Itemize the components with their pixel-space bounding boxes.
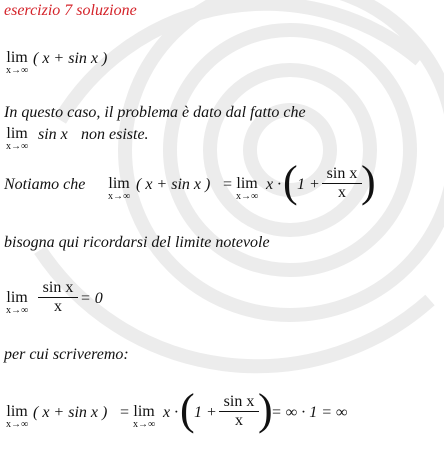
equals-zero: = 0: [80, 290, 103, 307]
limit-2a: lim x→∞: [108, 175, 131, 202]
expression-1: ( x + sin x ): [33, 50, 108, 67]
fraction-2: sin x x: [38, 279, 78, 316]
left-paren-2: (: [180, 385, 195, 434]
right-paren-1: ): [361, 157, 376, 206]
equals-2: =: [119, 404, 130, 421]
one-plus-2: 1 +: [194, 404, 217, 421]
text-scriveremo: per cui scriveremo:: [4, 346, 129, 363]
lim-word: lim: [6, 49, 28, 66]
limit-2b: lim x→∞: [236, 175, 259, 202]
limit-1: [6, 50, 28, 76]
fraction-1: sin x x: [322, 165, 362, 202]
limit-sin: lim x→∞: [6, 125, 29, 152]
text-problem: In questo caso, il problema è dato dal fatto che: [4, 104, 306, 121]
left-paren-1: (: [283, 157, 298, 206]
sin-x-1: sin x: [38, 126, 68, 143]
page-title: esercizio 7 soluzione: [4, 2, 137, 19]
right-paren-2: ): [258, 385, 273, 434]
x-dot-2: x ·: [163, 404, 179, 421]
text-limite-notevole: bisogna qui ricordarsi del limite notevole: [4, 234, 270, 251]
one-plus-1: 1 +: [297, 176, 320, 193]
limit-3: lim x→∞: [6, 289, 29, 316]
expression-2a: ( x + sin x ): [136, 176, 211, 193]
lim-subscript: x→∞: [6, 65, 29, 76]
limit-4b: lim x→∞: [133, 403, 156, 430]
text-non-esiste: non esiste.: [81, 126, 149, 143]
final-result: = ∞ · 1 = ∞: [271, 404, 348, 421]
equals-1: =: [222, 176, 233, 193]
fraction-3: sin x x: [219, 393, 259, 430]
text-notiamo: Notiamo che: [4, 176, 86, 193]
limit-4a: lim x→∞: [6, 403, 29, 430]
expression-3a: ( x + sin x ): [33, 404, 108, 421]
x-dot-1: x ·: [266, 176, 282, 193]
